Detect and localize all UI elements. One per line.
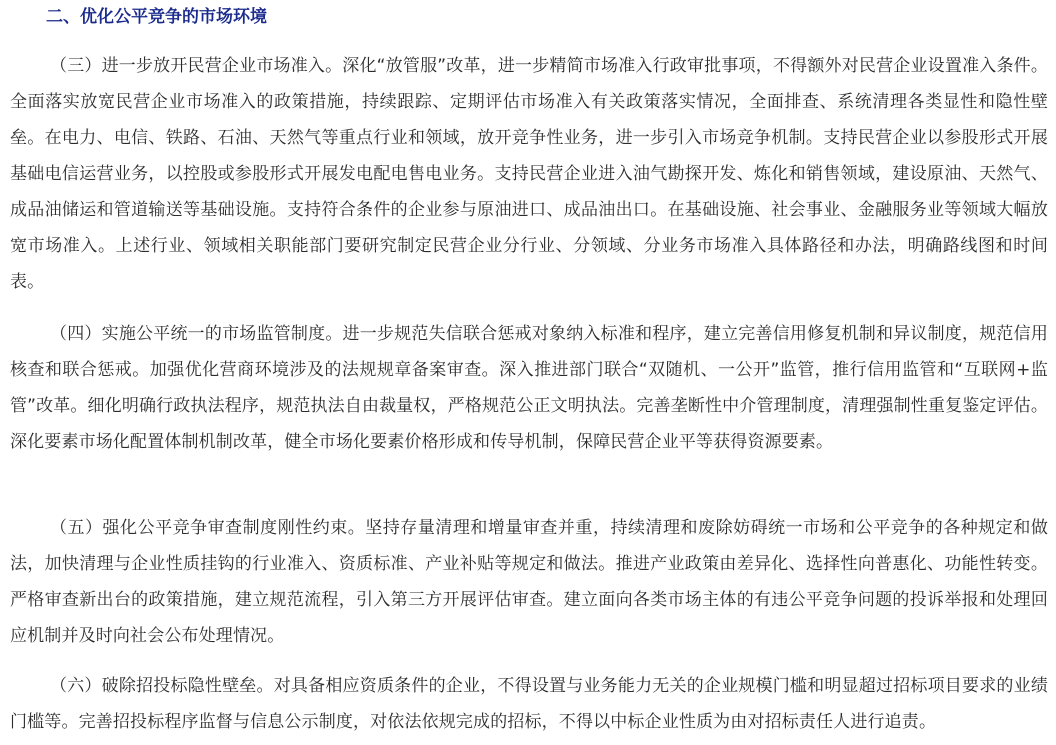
paragraph-fair-competition-review: （五）强化公平竞争审查制度刚性约束。坚持存量清理和增量审查并重，持续清理和废除妨碍统一市场和公平竞争的各种规定和做法，加快清理与企业性质挂钩的行业准入、资质标准、产业补贴等规定和做法。推进产业政策由差异化、选择性向普惠化、功能性转变。严格审查新出台的政策措施，建立规范流程，引入第三方开展评估审查。建立面向各类市场主体的有违公平竞争问题的投诉举报和处理回应机制并及时向社会公布处理情况。 xyxy=(10,518,1048,646)
section-heading: 二、优化公平竞争的市场环境 xyxy=(46,7,267,27)
paragraph-market-supervision: （四）实施公平统一的市场监管制度。进一步规范失信联合惩戒对象纳入标准和程序，建立完善信用修复机制和异议制度，规范信用核查和联合惩戒。加强优化营商环境涉及的法规规章备案审查。深入推进部门联合“双随机、一公开”监管，推行信用监管和“互联网+监管”改革。细化明确行政执法程序，规范执法自由裁量权，严格规范公正文明执法。完善垄断性中介管理制度，清理强制性重复鉴定评估。深化要素市场化配置体制机制改革，健全市场化要素价格形成和传导机制，保障民营企业平等获得资源要素。 xyxy=(10,324,1048,452)
paragraph-market-access: （三）进一步放开民营企业市场准入。深化“放管服”改革，进一步精简市场准入行政审批事项，不得额外对民营企业设置准入条件。全面落实放宽民营企业市场准入的政策措施，持续跟踪、定期评估市场准入有关政策落实情况，全面排查、系统清理各类显性和隐性壁垒。在电力、电信、铁路、石油、天然气等重点行业和领域，放开竞争性业务，进一步引入市场竞争机制。支持民营企业以参股形式开展基础电信运营业务，以控股或参股形式开展发电配电售电业务。支持民营企业进入油气勘探开发、炼化和销售领域，建设原油、天然气、成品油储运和管道输送等基础设施。支持符合条件的企业参与原油进口、成品油出口。在基础设施、社会事业、金融服务业等领域大幅放宽市场准入。上述行业、领域相关职能部门要研究制定民营企业分行业、分领域、分业务市场准入具体路径和办法，明确路线图和时间表。 xyxy=(10,56,1048,292)
paragraph-bidding-barriers: （六）破除招投标隐性壁垒。对具备相应资质条件的企业，不得设置与业务能力无关的企业规模门槛和明显超过招标项目要求的业绩门槛等。完善招投标程序监督与信息公示制度，对依法依规完成的招标，不得以中标企业性质为由对招标责任人进行追责。 xyxy=(10,676,1048,732)
